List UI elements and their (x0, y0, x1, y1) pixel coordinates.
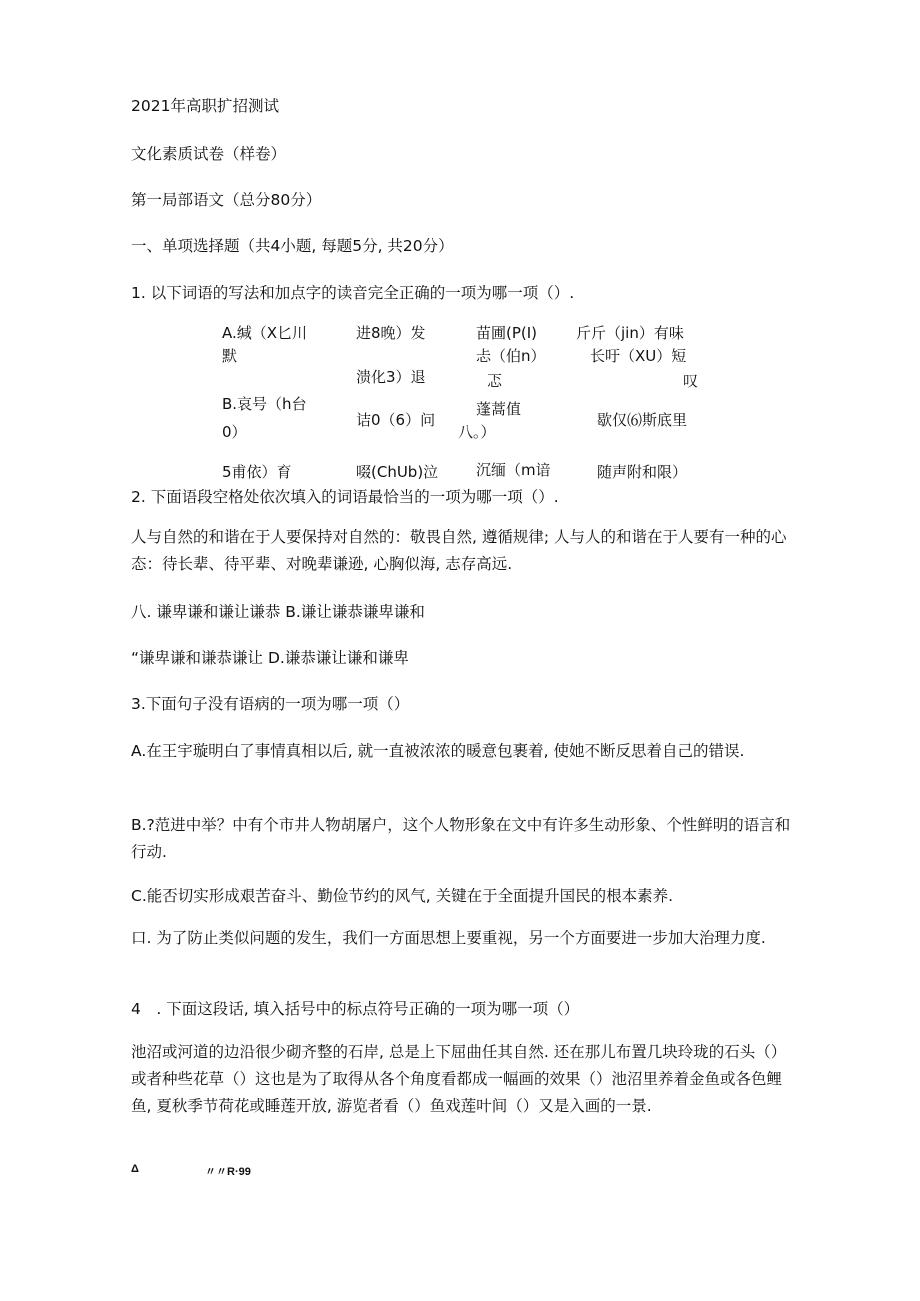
table-cell: 歇仅⑹斯底里 (597, 411, 688, 429)
footer-code: 〃〃R·99 (205, 1166, 251, 1178)
question-3-stem: 3.下面句子没有语病的一项为哪一项（） (131, 695, 410, 713)
table-cell: B.哀号（h台 (222, 395, 307, 413)
table-cell: 蓬蒿值 (476, 400, 522, 418)
table-cell: 忑 (487, 372, 503, 390)
page-title: 2021年高职扩招测试 (131, 97, 279, 115)
question-3-option-c: C.能否切实形成艰苦奋斗、勤俭节约的风气, 关键在于全面提升国民的根本素养. (131, 887, 674, 905)
table-cell: 0） (222, 423, 247, 441)
table-cell: 八。） (458, 423, 496, 441)
table-cell: A.缄（X匕川 (222, 324, 308, 342)
page-subtitle: 文化素质试卷（样卷） (131, 145, 287, 163)
question-1-stem: 1. 以下词语的写法和加点字的读音完全正确的一项为哪一项（）. (131, 284, 575, 302)
question-4-stem: 4 . 下面这段话, 填入括号中的标点符号正确的一项为哪一项（） (131, 1000, 580, 1018)
question-4-passage: 池沼或河道的边沿很少砌齐整的石岸, 总是上下屈曲任其自然. 还在那儿布置几块玲珑的石头（）或者种些花草（）这也是为了取得从各个角度看都成一幅画的效果（）池沼里养着金鱼或各色鲤鱼, 夏秋季节荷花或睡莲开放, 游览者看（）鱼戏莲叶间（）又是入画的一景. (131, 1043, 787, 1115)
table-cell: 5甫依）育 (222, 463, 292, 481)
table-cell: 溃化3）退 (356, 368, 426, 386)
question-2-passage: 人与自然的和谐在于人要保持对自然的：敬畏自然, 遵循规律; 人与人的和谐在于人要有一种的心态：待长辈、待平辈、对晚辈谦逊, 心胸似海, 志存高远. (131, 528, 787, 573)
question-2-options-cd: “谦卑谦和谦恭谦让 D.谦恭谦让谦和谦卑 (131, 649, 409, 667)
section-heading: 一、单项选择题（共4小题, 每题5分, 共20分） (131, 237, 454, 255)
question-3-option-d: 口. 为了防止类似问题的发生，我们一方面思想上要重视，另一个方面要进一步加大治理力度. (131, 929, 766, 947)
question-3-option-a: A.在王宇璇明白了事情真相以后, 就一直被浓浓的暖意包裹着, 使她不断反思着自己的错误. (131, 742, 745, 760)
table-cell: 苗圃(P(I) (476, 324, 538, 342)
table-cell: 啜(ChUb)泣 (356, 463, 439, 481)
table-cell: 进8晚）发 (356, 324, 426, 342)
table-cell: 长吁（XU）短 (590, 347, 687, 365)
table-cell: 沉缅（m谙 (476, 461, 551, 479)
table-cell: 忐（伯n） (476, 347, 546, 365)
question-2-options-ab: 八. 谦卑谦和谦让谦恭 B.谦让谦恭谦卑谦和 (131, 603, 425, 621)
table-cell: 斤斤（jin）有味 (576, 324, 684, 342)
table-cell: 诘0（6）问 (356, 411, 436, 429)
question-3-option-b: B.?范进中举？中有个市井人物胡屠户，这个人物形象在文中有许多生动形象、个性鲜明的语言和行动. (131, 816, 791, 861)
footer-mark: Δ (131, 1163, 139, 1175)
table-cell: 叹 (683, 372, 699, 390)
question-2-stem: 2. 下面语段空格处依次填入的词语最恰当的一项为哪一项（）. (131, 488, 559, 506)
table-cell: 默 (222, 347, 238, 365)
part-heading: 第一局部语文（总分80分） (131, 191, 322, 209)
table-cell: 随声附和限） (597, 463, 688, 481)
